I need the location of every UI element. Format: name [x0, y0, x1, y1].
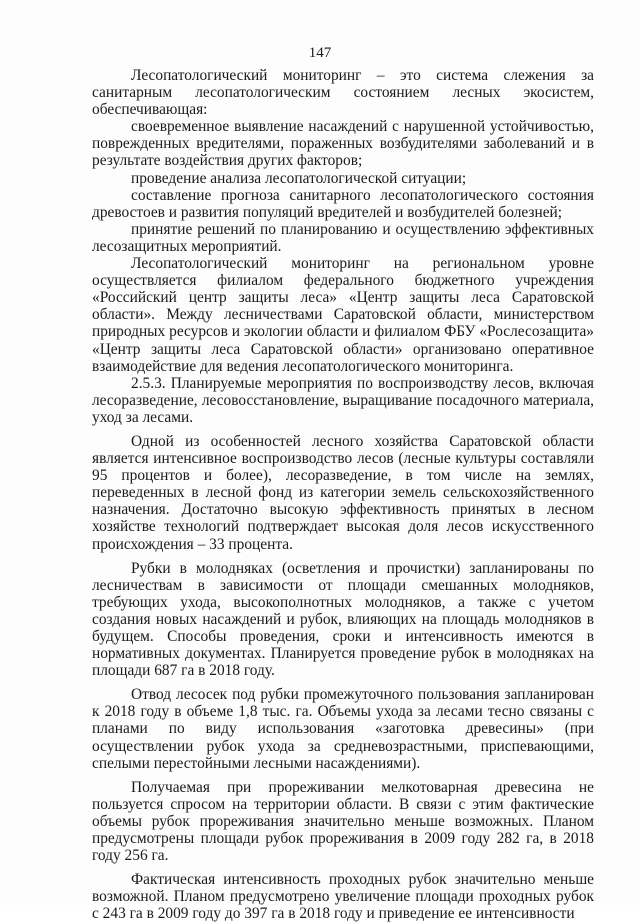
paragraph-thinning: Получаемая при прореживании мелкотоварная древесина не пользуется спросом на территории области. В связи с этим фактические объемы рубок прореживания значительно меньше возможных. Планом предусмотрены площади рубок прореживания в 2009 году 282 га, в 2018 году 256 га. — [92, 778, 594, 865]
paragraph-list-item-forecast: составление прогноза санитарного лесопатологического состояния древостоев и развития популяций вредителей и возбудителей болезней; — [92, 186, 594, 221]
paragraph-list-item-analysis: проведение анализа лесопатологической ситуации; — [131, 169, 467, 187]
paragraph-reforestation: Одной из особенностей лесного хозяйства Саратовской области является интенсивное воспроизводство лесов (лесные культуры составляли 95 процентов и более), лесоразведение, в том числе на землях, переведенных в лесной фонд из категории земель сельскохозяйственного назначения. Достаточно высокую эффективность принятых в лесном хозяйстве технологий подтверждает высокая доля лесов искусственного происхождения – 33 процента. — [92, 432, 594, 553]
paragraph-passage-cutting: Фактическая интенсивность проходных рубок значительно меньше возможной. Планом предусмотрено увеличение площади проходных рубок с 243 га в 2009 году до 397 га в 2018 году и приведение ее интенсивности — [92, 871, 594, 923]
body-text — [92, 67, 594, 923]
section-heading-2-5-3: 2.5.3. Планируемые мероприятия по воспроизводству лесов, включая лесоразведение, лесовосстановление, выращивание посадочного материала, уход за лесами. — [92, 374, 594, 426]
paragraph-cutting-allocation: Отвод лесосек под рубки промежуточного пользования запланирован к 2018 году в объеме 1,8 тыс. га. Объемы ухода за лесами тесно связаны с планами по виду использования «заготовка древесины» (при осуществлении рубок ухода за средневозрастными, приспевающими, спелыми перестойными лесными насаждениями). — [92, 686, 594, 772]
paragraph-list-item-decisions: принятие решений по планированию и осуществлению эффективных лесозащитных мероприятий. — [92, 220, 594, 255]
paragraph-monitoring-definition: Лесопатологический мониторинг – это система слежения за санитарным лесопатологическим состоянием лесных экосистем, обеспечивающая: — [92, 67, 594, 119]
page-number: 147 — [308, 45, 332, 61]
paragraph-list-item-detection: своевременное выявление насаждений с нарушенной устойчивостью, поврежденных вредителями, пораженных возбудителями заболеваний и в результате воздействия других факторов; — [92, 118, 594, 170]
paragraph-young-stand-cutting: Рубки в молодняках (осветления и прочистки) запланированы по лесничествам в зависимости от площади смешанных молодняков, требующих ухода, высокополнотных молодняков, а также с учетом создания новых насаждений и рубок, влияющих на площадь молодняков в будущем. Способы проведения, сроки и интенсивность имеются в нормативных документах. Планируется проведение рубок в молодняках на площади 687 га в 2018 году. — [92, 559, 594, 680]
paragraph-regional-monitoring: Лесопатологический мониторинг на региональном уровне осуществляется филиалом федерального бюджетного учреждения «Российский центр защиты леса» «Центр защиты леса Саратовской области». Между лесничествами Саратовской области, министерством природных ресурсов и экологии области и филиалом ФБУ «Рослесозащита» «Центр защиты леса Саратовской области» организовано оперативное взаимодействие для ведения лесопатологического мониторинга. — [92, 255, 594, 375]
